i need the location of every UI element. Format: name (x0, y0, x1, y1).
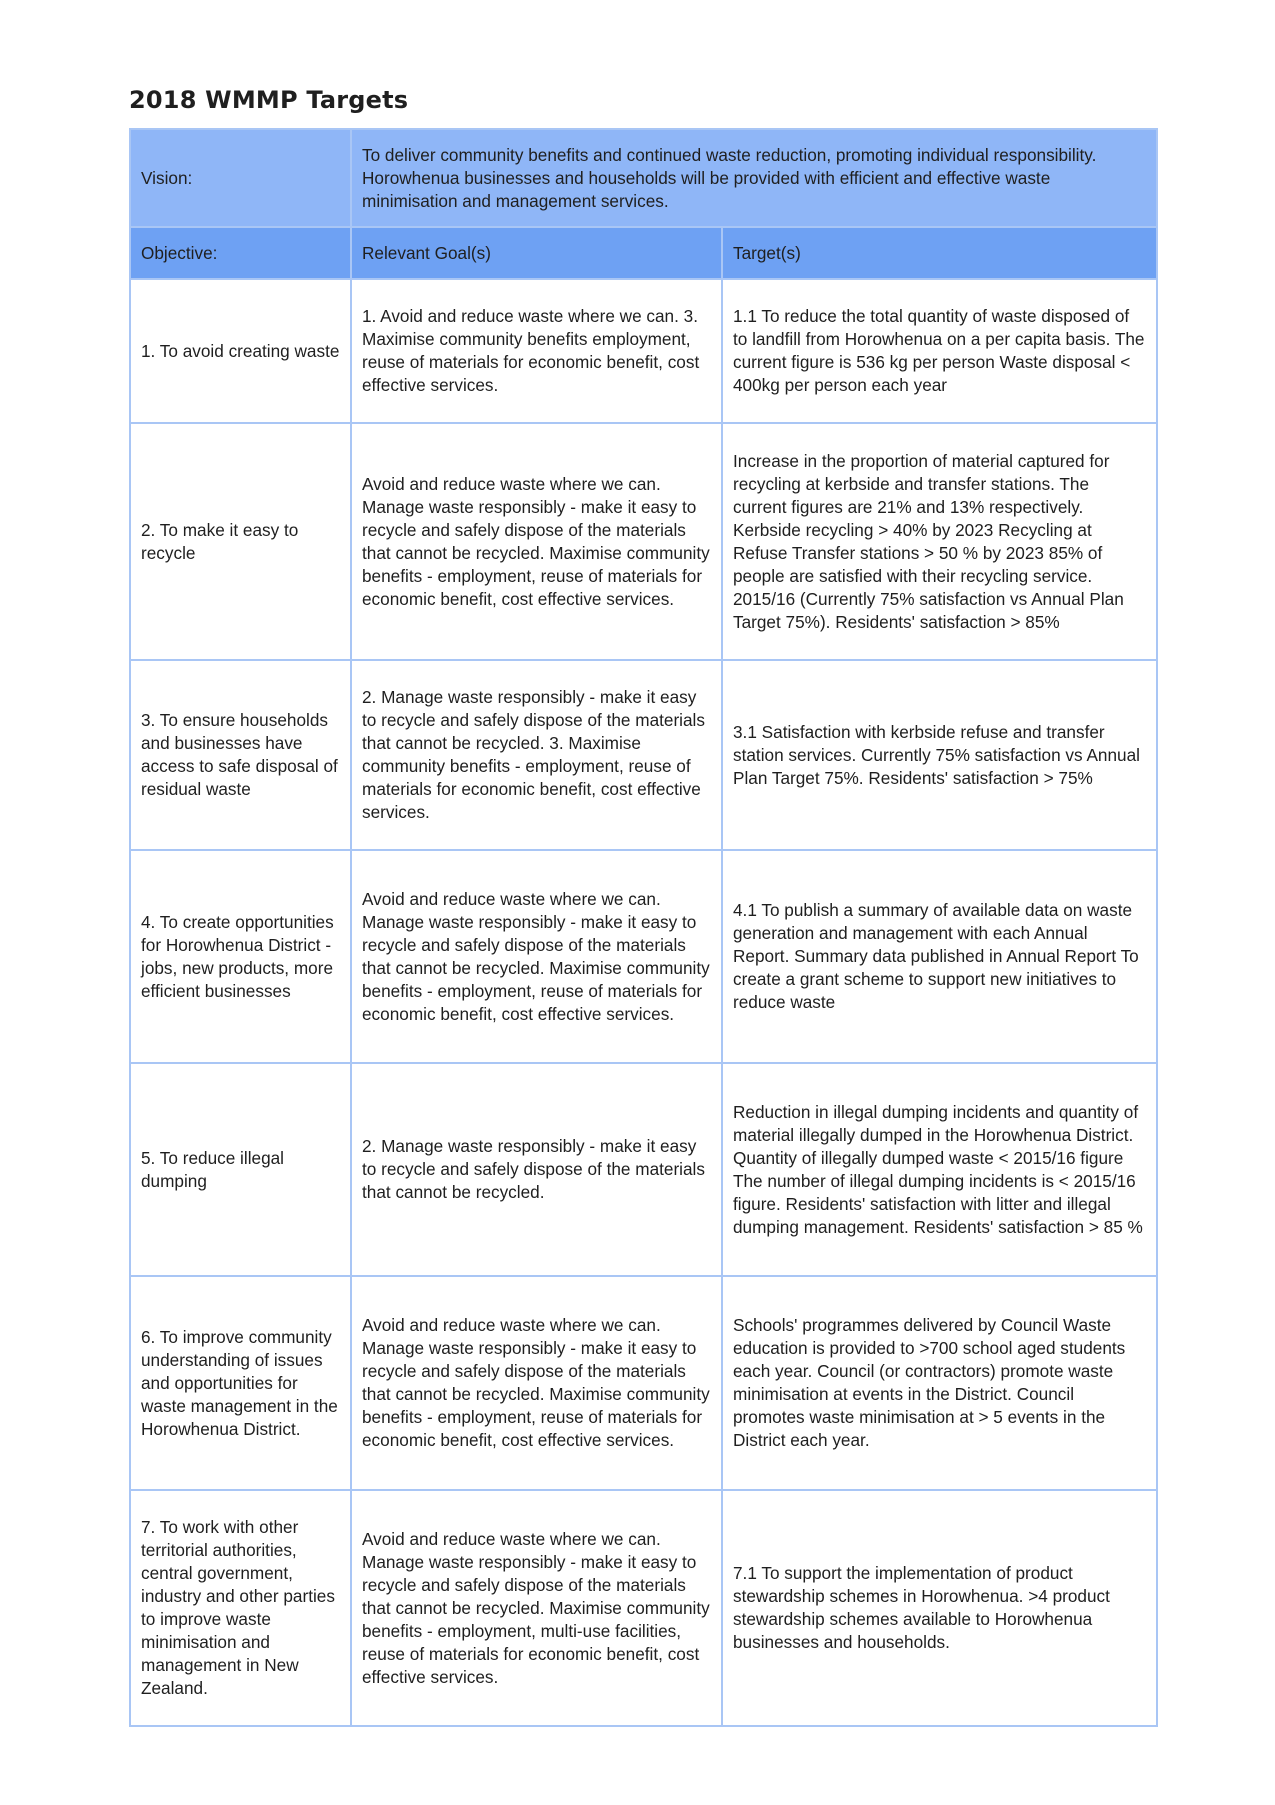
objective-cell: 3. To ensure households and businesses have access to safe disposal of residual waste (130, 660, 351, 850)
vision-row (130, 129, 1157, 227)
table-row (130, 1276, 1157, 1490)
objective-cell: 5. To reduce illegal dumping (130, 1063, 351, 1276)
targets-cell: 7.1 To support the implementation of product stewardship schemes in Horowhenua. >4 product stewardship schemes available to Horowhenua businesses and households. (722, 1490, 1157, 1726)
goals-cell: Avoid and reduce waste where we can. Manage waste responsibly - make it easy to recycle and safely dispose of the materials that cannot be recycled. Maximise community benefits - employment, reuse of materials for economic benefit, cost effective services. (351, 1276, 722, 1490)
table-row (130, 423, 1157, 660)
targets-cell: 3.1 Satisfaction with kerbside refuse and transfer station services. Currently 75% satisfaction vs Annual Plan Target 75%. Residents' satisfaction > 75% (722, 660, 1157, 850)
page-title: 2018 WMMP Targets (129, 86, 409, 114)
objective-cell: 2. To make it easy to recycle (130, 423, 351, 660)
goals-cell: Avoid and reduce waste where we can. Manage waste responsibly - make it easy to recycle and safely dispose of the materials that cannot be recycled. Maximise community benefits - employment, reuse of materials for economic benefit, cost effective services. (351, 423, 722, 660)
header-relevant-goals: Relevant Goal(s) (351, 227, 722, 279)
targets-cell: Schools' programmes delivered by Council Waste education is provided to >700 school aged students each year. Council (or contractors) promote waste minimisation at events in the District. Council promotes waste minimisation at > 5 events in the District each year. (722, 1276, 1157, 1490)
targets-cell: 1.1 To reduce the total quantity of waste disposed of to landfill from Horowhenua on a per capita basis. The current figure is 536 kg per person Waste disposal < 400kg per person each year (722, 279, 1157, 423)
table-row (130, 1490, 1157, 1726)
objective-cell: 4. To create opportunities for Horowhenua District - jobs, new products, more efficient businesses (130, 850, 351, 1063)
table-row (130, 279, 1157, 423)
wmmp-targets-table (129, 128, 1158, 1727)
objective-cell: 1. To avoid creating waste (130, 279, 351, 423)
objective-cell: 7. To work with other territorial authorities, central government, industry and other parties to improve waste minimisation and management in New Zealand. (130, 1490, 351, 1726)
table-row (130, 850, 1157, 1063)
vision-text: To deliver community benefits and continued waste reduction, promoting individual responsibility. Horowhenua businesses and households will be provided with efficient and effective waste minimisation and management services. (351, 129, 1157, 227)
header-row (130, 227, 1157, 279)
goals-cell: 1. Avoid and reduce waste where we can. 3. Maximise community benefits employment, reuse of materials for economic benefit, cost effective services. (351, 279, 722, 423)
targets-cell: 4.1 To publish a summary of available data on waste generation and management with each Annual Report. Summary data published in Annual Report To create a grant scheme to support new initiatives to reduce waste (722, 850, 1157, 1063)
table-row (130, 660, 1157, 850)
goals-cell: 2. Manage waste responsibly - make it easy to recycle and safely dispose of the materials that cannot be recycled. 3. Maximise community benefits - employment, reuse of materials for economic benefit, cost effective services. (351, 660, 722, 850)
header-targets: Target(s) (722, 227, 1157, 279)
targets-cell: Reduction in illegal dumping incidents and quantity of material illegally dumped in the Horowhenua District. Quantity of illegally dumped waste < 2015/16 figure The number of illegal dumping incidents is < 2015/16 figure. Residents' satisfaction with litter and illegal dumping management. Residents' satisfaction > 85 % (722, 1063, 1157, 1276)
goals-cell: 2. Manage waste responsibly - make it easy to recycle and safely dispose of the materials that cannot be recycled. (351, 1063, 722, 1276)
header-objective: Objective: (130, 227, 351, 279)
vision-label: Vision: (130, 129, 351, 227)
objective-cell: 6. To improve community understanding of issues and opportunities for waste management in the Horowhenua District. (130, 1276, 351, 1490)
table-row (130, 1063, 1157, 1276)
goals-cell: Avoid and reduce waste where we can. Manage waste responsibly - make it easy to recycle and safely dispose of the materials that cannot be recycled. Maximise community benefits - employment, reuse of materials for economic benefit, cost effective services. (351, 850, 722, 1063)
targets-cell: Increase in the proportion of material captured for recycling at kerbside and transfer stations. The current figures are 21% and 13% respectively. Kerbside recycling > 40% by 2023 Recycling at Refuse Transfer stations > 50 % by 2023 85% of people are satisfied with their recycling service. 2015/16 (Currently 75% satisfaction vs Annual Plan Target 75%). Residents' satisfaction > 85% (722, 423, 1157, 660)
goals-cell: Avoid and reduce waste where we can. Manage waste responsibly - make it easy to recycle and safely dispose of the materials that cannot be recycled. Maximise community benefits - employment, multi-use facilities, reuse of materials for economic benefit, cost effective services. (351, 1490, 722, 1726)
